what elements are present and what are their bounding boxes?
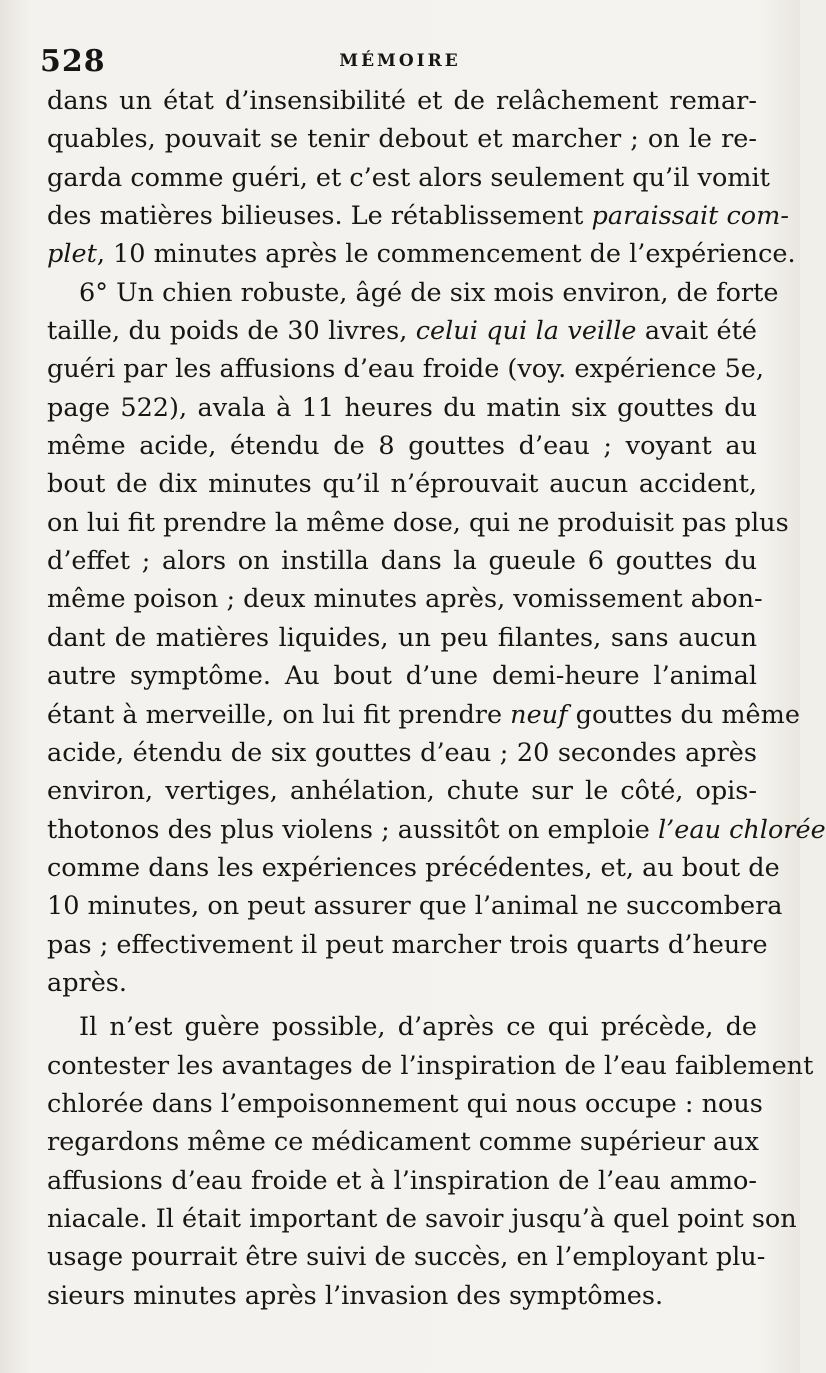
text-line [47,197,789,235]
text-run: comme dans les expériences précédentes, et, au bout de [47,852,780,883]
paragraph [47,1008,814,1315]
text-run: niacale. Il était important de savoir jusqu’à quel point son [47,1203,797,1234]
running-title: MÉMOIRE [339,51,461,71]
text-line [47,734,757,772]
text-line [47,926,768,964]
text-run: garda comme guéri, et c’est alors seulement qu’il vomit [47,162,770,193]
italic-text: paraissait com- [591,201,789,232]
text-line [47,696,800,734]
text-line [47,274,779,312]
text-run: usage pourrait être suivi de succès, en l’employant plu- [47,1242,766,1273]
text-run: des matières bilieuses. Le rétablissement [47,201,592,232]
text-run: pas ; effectivement il peut marcher trois quarts d’heure [47,929,768,960]
text-run: avait été [636,316,757,347]
text-run: regardons même ce médicament comme supérieur aux [47,1127,759,1158]
text-line [47,120,757,158]
text-line [47,1238,766,1276]
text-line [47,465,757,503]
text-line [47,350,764,388]
paragraph [47,82,796,274]
text-line [47,82,757,120]
text-run: 10 minutes, on peut assurer que l’animal ne succombera [47,891,783,922]
text-run: bout de dix minutes qu’il n’éprouvait aucun accident, [47,469,757,500]
text-run: après. [47,967,127,998]
text-line [47,504,789,542]
text-line [47,1047,814,1085]
text-line [47,811,826,849]
text-line [47,542,757,580]
text-line [47,887,783,925]
text-line [47,580,763,618]
text-line [47,159,770,197]
text-run: dant de matières liquides, un peu filantes, sans aucun [47,622,757,653]
text-line [47,619,757,657]
text-run: 6° Un chien robuste, âgé de six mois environ, de forte [79,277,779,308]
text-run: environ, vertiges, anhélation, chute sur le côté, opis- [47,776,757,807]
text-run: , 10 minutes après le commencement de l’expérience. [96,239,796,270]
text-line [47,964,757,1002]
text-run: dans un état d’insensibilité et de relâchement remar- [47,86,757,116]
text-line [47,312,757,350]
text-run: on lui fit prendre la même dose, qui ne produisit pas plus [47,507,789,538]
text-run: autre symptôme. Au bout d’une demi-heure l’animal [47,661,757,692]
text-run: page 522), avala à 11 heures du matin six gouttes du [47,392,757,423]
text-line [47,772,757,810]
text-run: taille, du poids de 30 livres, [47,316,416,347]
text-run: acide, étendu de six gouttes d’eau ; 20 secondes après [47,737,757,768]
paragraph [47,274,826,1003]
text-run: contester les avantages de l’inspiration de l’eau faiblement [47,1050,814,1081]
text-run: même poison ; deux minutes après, vomissement abon- [47,584,763,615]
text-run: même acide, étendu de 8 gouttes d’eau ; voyant au [47,431,757,462]
text-line [47,427,757,465]
text-line [47,1200,797,1238]
text-line [47,657,757,695]
text-run: quables, pouvait se tenir debout et marcher ; on le re- [47,124,757,155]
page-header [40,42,760,82]
text-line [47,235,796,273]
italic-text: plet [47,239,97,270]
text-line [47,1008,757,1046]
text-line [47,849,780,887]
text-line [47,1277,757,1315]
text-run: d’effet ; alors on instilla dans la gueule 6 gouttes du [47,546,757,577]
text-line [47,389,757,427]
body-text [47,82,826,1315]
text-line [47,1162,757,1200]
italic-text: neuf [510,699,568,730]
text-run: affusions d’eau froide et à l’inspiration de l’eau ammo- [47,1165,757,1196]
italic-text: celui qui la veille [415,316,637,347]
text-run: chlorée dans l’empoisonnement qui nous occupe : nous [47,1088,763,1119]
italic-text: l’eau chlorée [658,814,826,845]
page-number: 528 [40,44,106,79]
text-run: sieurs minutes après l’invasion des symptômes. [47,1280,664,1311]
text-run: thotonos des plus violens ; aussitôt on emploie [47,814,659,845]
text-run: guéri par les affusions d’eau froide (voy. expérience 5e, [47,354,764,385]
text-run: étant à merveille, on lui fit prendre [47,699,511,730]
text-run: Il n’est guère possible, d’après ce qui précède, de [79,1012,757,1043]
text-line [47,1123,757,1161]
text-line [47,1085,763,1123]
text-run: gouttes du même [567,699,800,730]
